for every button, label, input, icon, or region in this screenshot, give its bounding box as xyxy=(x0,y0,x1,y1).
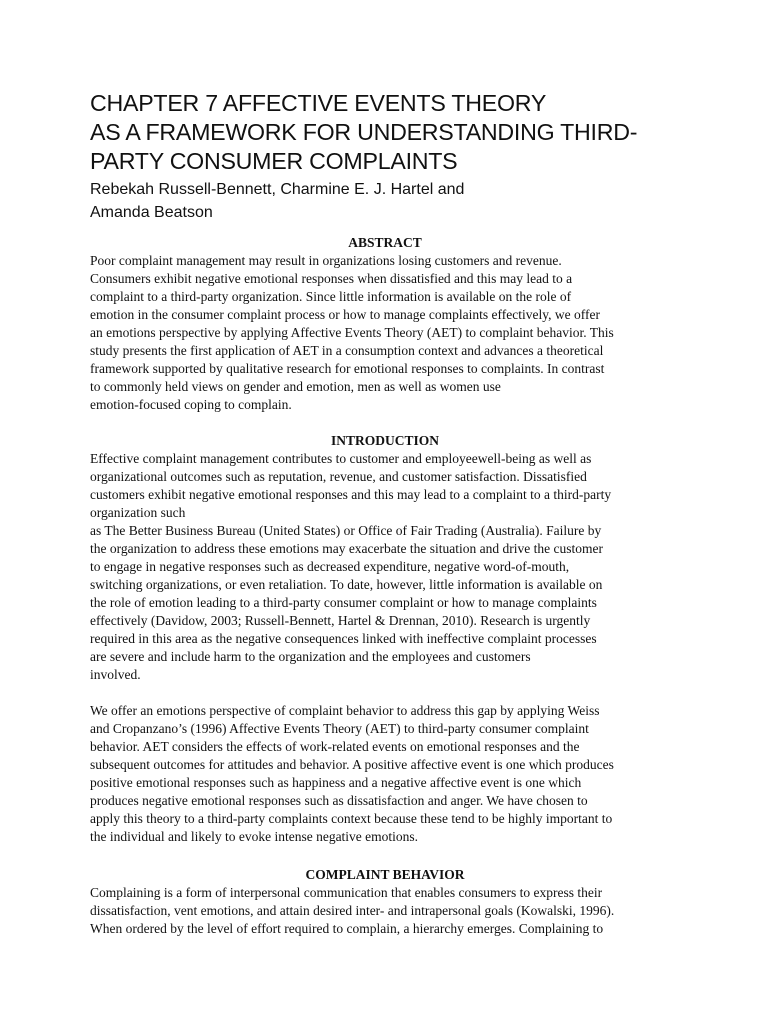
abstract-heading: ABSTRACT xyxy=(348,235,422,250)
text-line: the organization to address these emotions may exacerbate the situation and drive the customer xyxy=(90,541,603,556)
text-line: Complaining is a form of interpersonal communication that enables consumers to express their xyxy=(90,885,603,900)
text-line: positive emotional responses such as happiness and a negative affective event is one which xyxy=(90,775,582,790)
text-line: study presents the first application of AET in a consumption context and advances a theoretical xyxy=(90,343,604,358)
text-line: organizational outcomes such as reputation, revenue, and customer satisfaction. Dissatisfied xyxy=(90,469,587,484)
text-line: organization such xyxy=(90,505,186,520)
author-line: Rebekah Russell-Bennett, Charmine E. J. Hartel and xyxy=(90,181,465,198)
chapter-title xyxy=(90,89,680,176)
paragraph-gap xyxy=(90,684,680,702)
text-line: subsequent outcomes for attitudes and behavior. A positive affective event is one which produces xyxy=(90,757,614,772)
text-line: are severe and include harm to the organization and the employees and customers xyxy=(90,649,531,664)
text-line: dissatisfaction, vent emotions, and attain desired inter- and intrapersonal goals (Kowalski, 1996). xyxy=(90,903,615,918)
text-line: to engage in negative responses such as decreased expenditure, negative word-of-mouth, xyxy=(90,559,570,574)
text-line: and Cropanzano’s (1996) Affective Events Theory (AET) to third-party consumer complaint xyxy=(90,721,589,736)
text-line: the individual and likely to evoke intense negative emotions. xyxy=(90,829,419,844)
introduction-paragraph-2 xyxy=(90,702,680,846)
text-line: to commonly held views on gender and emotion, men as well as women use xyxy=(90,379,501,394)
text-line: framework supported by qualitative research for emotional responses to complaints. In contrast xyxy=(90,361,605,376)
chapter-title-line: CHAPTER 7 AFFECTIVE EVENTS THEORY xyxy=(90,90,547,116)
document-page xyxy=(90,89,680,938)
text-line: Consumers exhibit negative emotional responses when dissatisfied and this may lead to a xyxy=(90,271,573,286)
complaint-behavior-paragraph xyxy=(90,884,680,938)
text-line: involved. xyxy=(90,667,141,682)
text-line: switching organizations, or even retaliation. To date, however, little information is available on xyxy=(90,577,603,592)
text-line: emotion-focused coping to complain. xyxy=(90,397,292,412)
text-line: produces negative emotional responses such as dissatisfaction and anger. We have chosen to xyxy=(90,793,588,808)
text-line: complaint to a third-party organization. Since little information is available on the role of xyxy=(90,289,572,304)
text-line: Poor complaint management may result in organizations losing customers and revenue. xyxy=(90,253,562,268)
text-line: effectively (Davidow, 2003; Russell-Bennett, Hartel & Drennan, 2010). Research is urgently xyxy=(90,613,591,628)
text-line: customers exhibit negative emotional responses and this may lead to a complaint to a third-party xyxy=(90,487,612,502)
chapter-title-line: AS A FRAMEWORK FOR UNDERSTANDING THIRD- xyxy=(90,119,638,145)
introduction-paragraph-1 xyxy=(90,450,680,684)
text-line: apply this theory to a third-party complaints context because these tend to be highly important to xyxy=(90,811,613,826)
text-line: behavior. AET considers the effects of work-related events on emotional responses and the xyxy=(90,739,580,754)
text-line: When ordered by the level of effort required to complain, a hierarchy emerges. Complaining to xyxy=(90,921,604,936)
text-line: Effective complaint management contributes to customer and employeewell-being as well as xyxy=(90,451,592,466)
chapter-title-line: PARTY CONSUMER COMPLAINTS xyxy=(90,148,458,174)
author-list xyxy=(90,178,680,224)
text-line: We offer an emotions perspective of complaint behavior to address this gap by applying Weiss xyxy=(90,703,600,718)
author-line: Amanda Beatson xyxy=(90,204,213,221)
complaint-behavior-heading: COMPLAINT BEHAVIOR xyxy=(305,867,465,882)
text-line: emotion in the consumer complaint process or how to manage complaints effectively, we offer xyxy=(90,307,600,322)
text-line: as The Better Business Bureau (United States) or Office of Fair Trading (Australia). Failure by xyxy=(90,523,602,538)
abstract-paragraph xyxy=(90,252,680,414)
text-line: required in this area as the negative consequences linked with ineffective complaint processes xyxy=(90,631,597,646)
text-line: an emotions perspective by applying Affective Events Theory (AET) to complaint behavior. This xyxy=(90,325,614,340)
text-line: the role of emotion leading to a third-party consumer complaint or how to manage complaints xyxy=(90,595,597,610)
introduction-heading: INTRODUCTION xyxy=(330,433,439,448)
